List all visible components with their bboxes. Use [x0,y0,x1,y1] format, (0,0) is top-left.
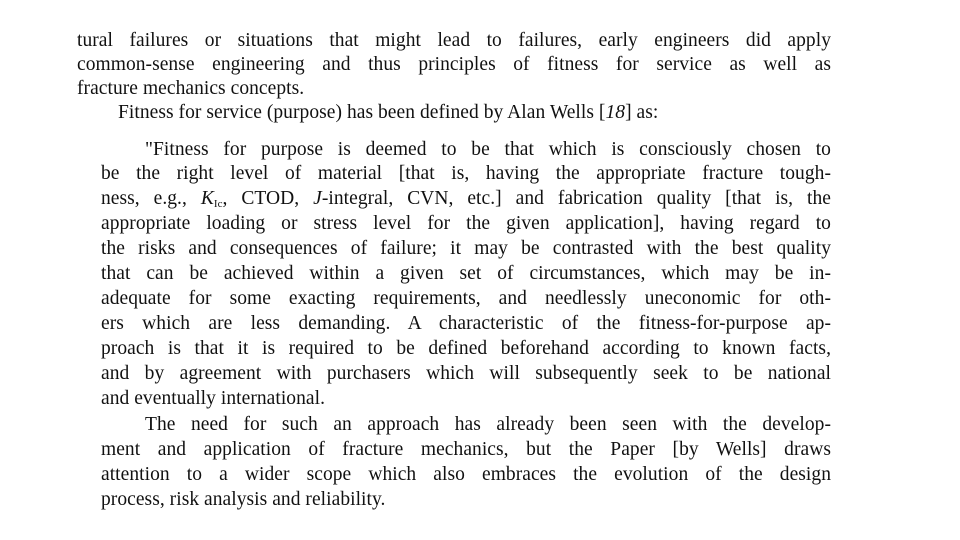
quote-line-5: the risks and consequences of failure; it may be contrasted with the best quality [101,238,831,259]
quote-p2-line-1: The need for such an approach has already been seen with the develop- [145,414,831,435]
quote-line-2: be the right level of material [that is, having the appropriate fracture tough- [101,163,831,184]
quote-line-7: adequate for some exacting requirements, and needlessly uneconomic for oth- [101,288,831,309]
definition-text: Fitness for service (purpose) has been defined by Alan Wells [ [118,102,606,123]
quote-line-11: and eventually international. [101,388,325,409]
intro-line-1: tural failures or situations that might lead to failures, early engineers did apply [77,30,831,51]
quote-line-1: "Fitness for purpose is deemed to be that which is consciously chosen to [145,139,831,160]
intro-line-2: common-sense engineering and thus principles of fitness for service as well as [77,54,831,75]
citation-number: 18 [605,102,626,123]
quote-line-4: appropriate loading or stress level for the given application], having regard to [101,213,831,234]
definition-end: ] as: [625,102,659,123]
definition-line [118,101,658,125]
intro-line-3: fracture mechanics concepts. [77,78,305,99]
quote-line-3-mid: , CTOD, [222,188,314,209]
quote-line-9: proach is that it is required to be defined beforehand according to known facts, [101,338,831,359]
quote-p2-line-4: process, risk analysis and reliability. [101,489,386,510]
quote-p2-line-2: ment and application of fracture mechanics, but the Paper [by Wells] draws [101,439,831,460]
k-symbol: K [200,188,214,209]
quote-line-8: ers which are less demanding. A characteristic of the fitness-for-purpose ap- [101,313,831,334]
quote-line-3-end: -integral, CVN, etc.] and fabrication quality [that is, the [321,188,831,209]
quote-line-3-start: ness, e.g., [101,188,201,209]
k-subscript: Ic [213,198,223,210]
quote-line-6: that can be achieved within a given set of circumstances, which may be in- [101,263,831,284]
j-symbol: J [313,188,322,209]
quote-p2-line-3: attention to a wider scope which also embraces the evolution of the design [101,464,831,485]
quote-line-10: and by agreement with purchasers which will subsequently seek to be national [101,363,831,384]
